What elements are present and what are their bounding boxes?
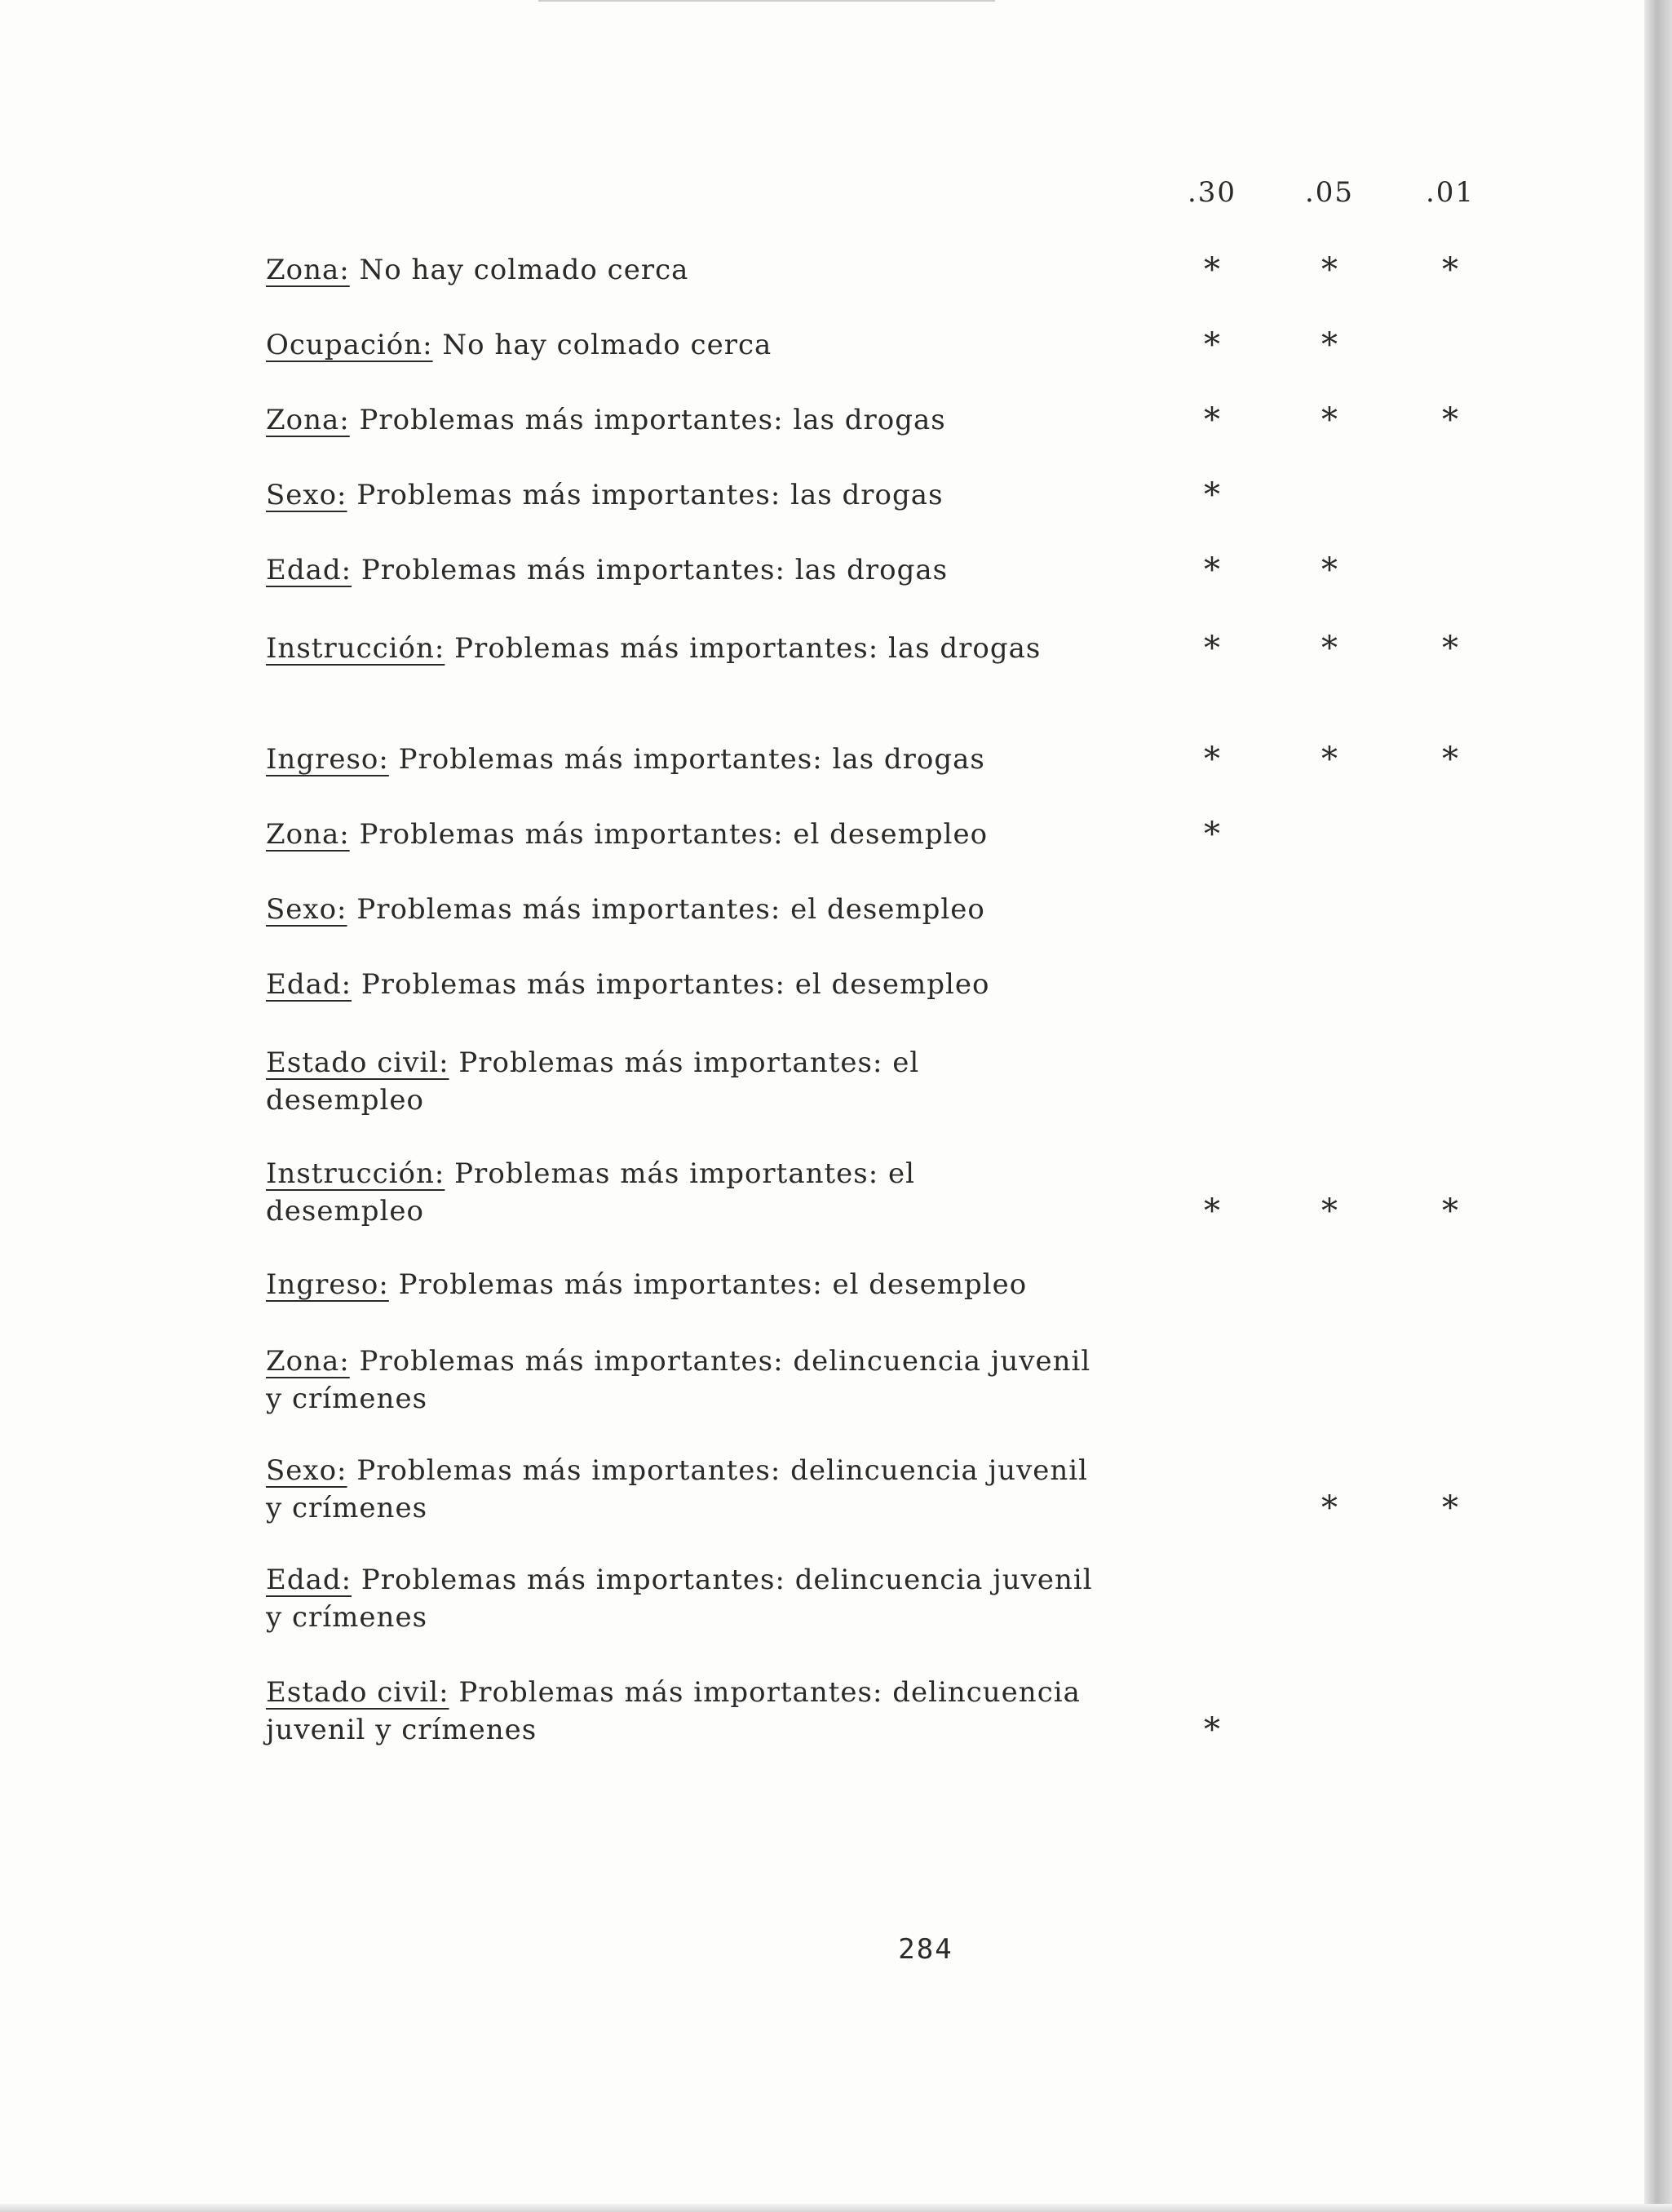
table-row — [266, 326, 1489, 364]
row-label — [266, 1155, 1081, 1230]
row-label — [266, 816, 1155, 853]
row-label — [266, 551, 1155, 589]
row-key: Sexo: — [266, 893, 347, 926]
row-key: Instrucción: — [266, 1157, 445, 1190]
row-text: No hay colmado cerca — [349, 254, 689, 286]
row-label — [266, 251, 1155, 289]
significance-mark-005: * — [1321, 1192, 1338, 1230]
significance-mark-030: * — [1204, 551, 1220, 589]
row-text: Problemas más importantes: las drogas — [445, 632, 1042, 665]
row-key: Edad: — [266, 554, 352, 586]
significance-mark-001: * — [1442, 401, 1458, 439]
significance-mark-005: * — [1321, 401, 1338, 439]
row-text: Problemas más importantes: las drogas — [349, 404, 946, 436]
significance-mark-030: * — [1204, 1192, 1220, 1230]
significance-mark-030: * — [1204, 476, 1220, 514]
table-row — [266, 1044, 1489, 1119]
column-header-005: .05 — [1304, 176, 1355, 209]
significance-mark-001: * — [1442, 630, 1458, 667]
row-key: Ingreso: — [266, 1268, 389, 1301]
significance-mark-030: * — [1204, 251, 1220, 289]
row-text: Problemas más importantes: el desempleo — [266, 1046, 920, 1117]
table-row — [266, 1343, 1489, 1418]
row-key: Estado civil: — [266, 1676, 449, 1709]
significance-mark-005: * — [1321, 741, 1338, 778]
row-label — [266, 1674, 1139, 1749]
significance-mark-005: * — [1321, 251, 1338, 289]
row-key: Sexo: — [266, 479, 347, 511]
row-text: Problemas más importantes: delincuencia juvenil y crímenes — [266, 1454, 1089, 1524]
table-row — [266, 966, 1489, 1003]
row-key: Zona: — [266, 818, 350, 851]
row-text: Problemas más importantes: las drogas — [352, 554, 949, 586]
row-label — [266, 401, 1155, 439]
significance-mark-030: * — [1204, 630, 1220, 667]
row-label — [266, 1044, 1081, 1119]
table-row — [266, 816, 1489, 853]
row-text: Problemas más importantes: el desempleo — [352, 968, 990, 1001]
table-row — [266, 251, 1489, 289]
scan-right-edge — [1644, 0, 1672, 2212]
row-text: Problemas más importantes: el desempleo — [388, 1268, 1028, 1301]
table-row — [266, 476, 1489, 514]
row-label — [266, 966, 1155, 1003]
significance-mark-030: * — [1204, 1711, 1220, 1749]
row-label — [266, 630, 1049, 667]
significance-mark-030: * — [1204, 816, 1220, 853]
table-row — [266, 1674, 1489, 1749]
row-label — [266, 741, 1155, 778]
row-text: No hay colmado cerca — [432, 329, 772, 361]
significance-mark-001: * — [1442, 741, 1458, 778]
row-key: Zona: — [266, 404, 350, 436]
top-edge-rule — [538, 0, 995, 2]
column-header-030: .30 — [1187, 176, 1237, 209]
table-row — [266, 1266, 1489, 1303]
row-text: Problemas más importantes: las drogas — [347, 479, 944, 511]
table-row — [266, 401, 1489, 439]
table-row — [266, 1561, 1489, 1636]
row-text: Problemas más importantes: el desempleo — [266, 1157, 915, 1228]
column-header-001: .01 — [1425, 176, 1475, 209]
row-label — [266, 891, 1155, 928]
row-key: Zona: — [266, 254, 350, 286]
table-row — [266, 630, 1489, 667]
row-label — [266, 1266, 1155, 1303]
row-key: Sexo: — [266, 1454, 347, 1487]
significance-mark-005: * — [1321, 630, 1338, 667]
row-text: Problemas más importantes: el desempleo — [347, 893, 985, 926]
row-text: Problemas más importantes: delincuencia juvenil y crímenes — [266, 1345, 1091, 1415]
significance-mark-005: * — [1321, 1489, 1338, 1527]
significance-mark-001: * — [1442, 251, 1458, 289]
table-row — [266, 741, 1489, 778]
significance-mark-001: * — [1442, 1489, 1458, 1527]
row-text: Problemas más importantes: delincuencia juvenil y crímenes — [266, 1676, 1081, 1746]
row-key: Edad: — [266, 968, 352, 1001]
row-key: Edad: — [266, 1564, 352, 1596]
row-text: Problemas más importantes: las drogas — [388, 743, 985, 776]
table-row — [266, 891, 1489, 928]
row-label — [266, 1452, 1114, 1527]
page-number: 284 — [898, 1933, 953, 1966]
significance-mark-030: * — [1204, 741, 1220, 778]
significance-mark-005: * — [1321, 326, 1338, 364]
row-key: Ocupación: — [266, 329, 433, 361]
table-row — [266, 1452, 1489, 1527]
significance-mark-030: * — [1204, 326, 1220, 364]
significance-mark-005: * — [1321, 551, 1338, 589]
row-label — [266, 1561, 1114, 1636]
row-text: Problemas más importantes: delincuencia juvenil y crímenes — [266, 1564, 1093, 1634]
row-key: Estado civil: — [266, 1046, 449, 1079]
significance-mark-001: * — [1442, 1192, 1458, 1230]
significance-mark-030: * — [1204, 401, 1220, 439]
table-row — [266, 551, 1489, 589]
row-label — [266, 476, 1155, 514]
row-key: Zona: — [266, 1345, 350, 1378]
row-key: Ingreso: — [266, 743, 389, 776]
row-label — [266, 1343, 1114, 1418]
row-text: Problemas más importantes: el desempleo — [349, 818, 989, 851]
table-row — [266, 1155, 1489, 1230]
row-key: Instrucción: — [266, 632, 445, 665]
scan-bottom-edge — [0, 2204, 1672, 2212]
row-label — [266, 326, 1155, 364]
